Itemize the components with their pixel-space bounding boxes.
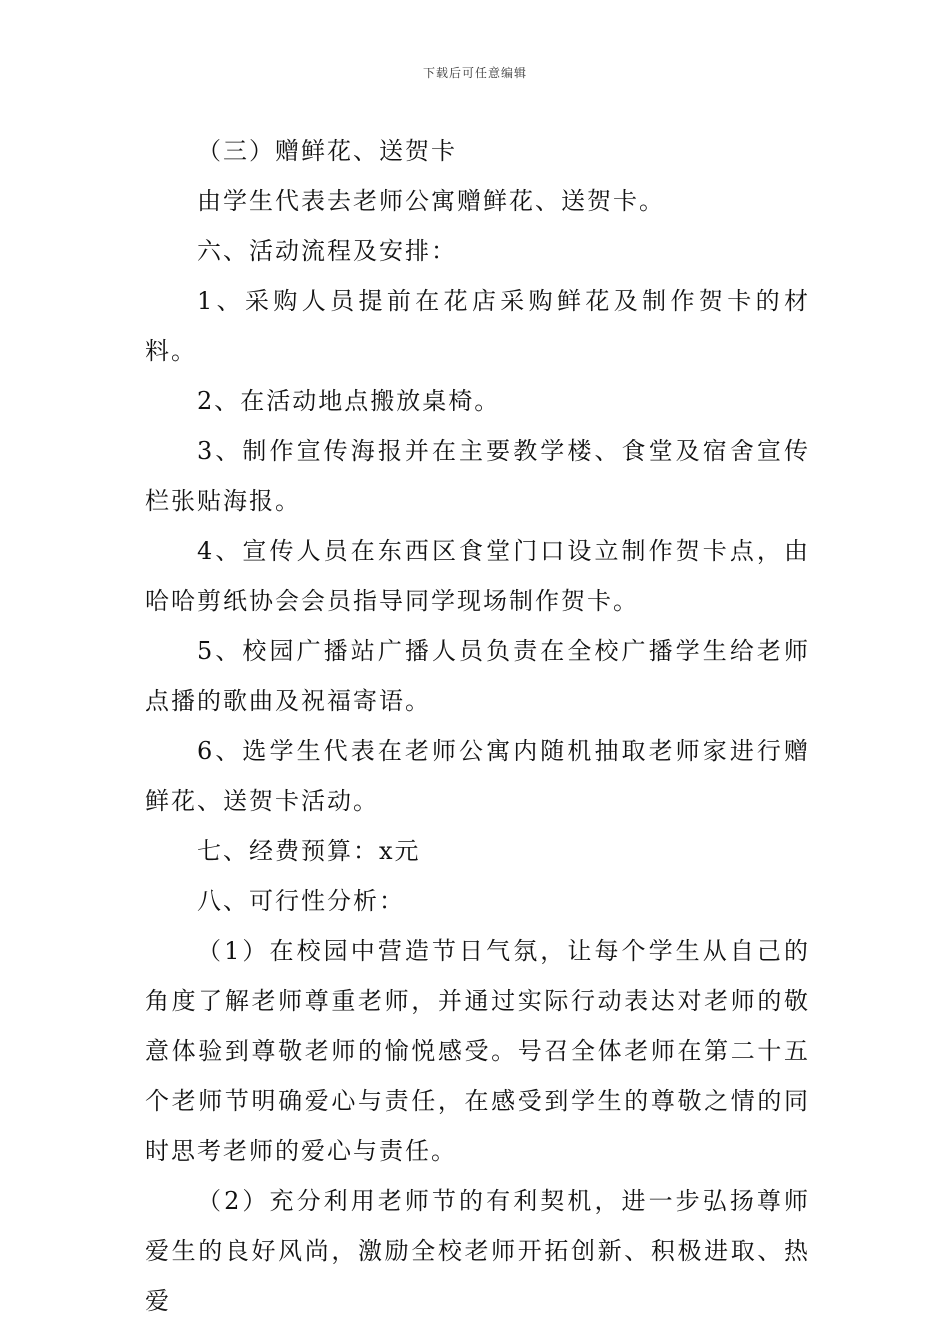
list-item-step-2: 2、在活动地点搬放桌椅。 [197,387,501,415]
page-header: 下载后可任意编辑 [422,66,527,80]
section-heading-gift: （三）赠鲜花、送贺卡 [197,137,457,165]
list-item-step-1: 1、采购人员提前在花店采购鲜花及制作贺卡的材料。 [145,287,810,365]
section-heading-process: 六、活动流程及安排： [197,237,457,265]
document-body [145,126,810,1326]
paragraph-gift-description: 由学生代表去老师公寓赠鲜花、送贺卡。 [197,187,665,215]
paragraph-feasibility-2: （2）充分利用老师节的有利契机，进一步弘扬尊师爱生的良好风尚，激励全校老师开拓创新、积极进取、热爱 [145,1187,810,1315]
list-item-step-5: 5、校园广播站广播人员负责在全校广播学生给老师点播的歌曲及祝福寄语。 [145,637,810,715]
section-heading-feasibility: 八、可行性分析： [197,887,405,915]
list-item-step-4: 4、宣传人员在东西区食堂门口设立制作贺卡点，由哈哈剪纸协会会员指导同学现场制作贺卡。 [145,537,810,615]
list-item-step-3: 3、制作宣传海报并在主要教学楼、食堂及宿舍宣传栏张贴海报。 [145,437,810,515]
list-item-step-6: 6、选学生代表在老师公寓内随机抽取老师家进行赠鲜花、送贺卡活动。 [145,737,810,815]
section-heading-budget: 七、经费预算：x元 [197,837,421,865]
paragraph-feasibility-1: （1）在校园中营造节日气氛，让每个学生从自己的角度了解老师尊重老师，并通过实际行动表达对老师的敬意体验到尊敬老师的愉悦感受。号召全体老师在第二十五个老师节明确爱心与责任，在感受到学生的尊敬之情的同时思考老师的爱心与责任。 [145,937,810,1165]
